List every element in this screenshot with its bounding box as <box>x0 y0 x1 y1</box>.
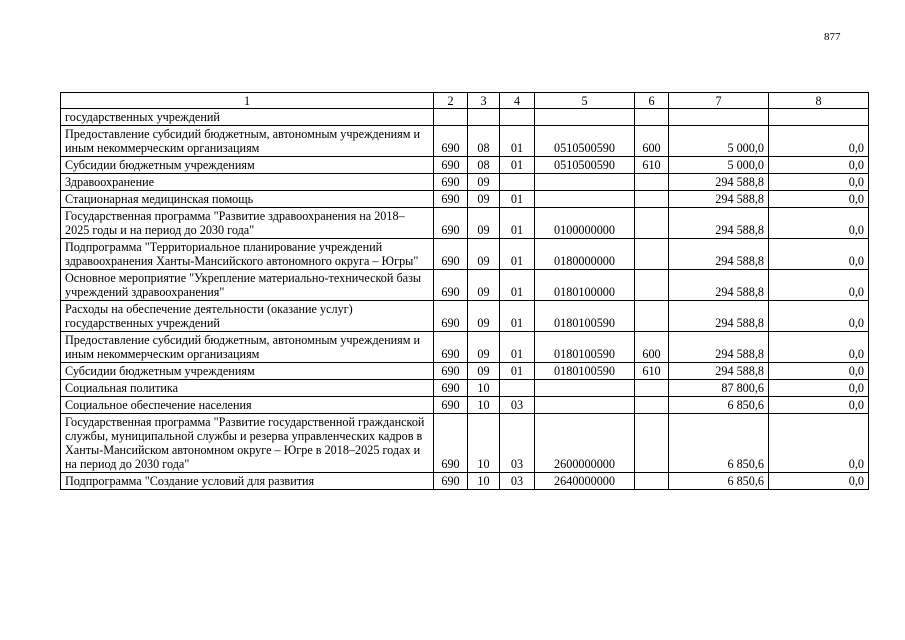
column-header: 2 <box>434 93 468 109</box>
cell-admin-code: 690 <box>434 174 468 191</box>
cell-amount: 6 850,6 <box>669 414 769 473</box>
cell-amount: 6 850,6 <box>669 473 769 490</box>
header-row <box>61 93 869 109</box>
cell-target-article <box>535 397 635 414</box>
cell-expense-type <box>635 397 669 414</box>
cell-admin-code: 690 <box>434 208 468 239</box>
table-row <box>61 397 869 414</box>
cell-amount-2: 0,0 <box>769 397 869 414</box>
cell-expense-type: 610 <box>635 363 669 380</box>
cell-amount: 294 588,8 <box>669 239 769 270</box>
cell-target-article: 0100000000 <box>535 208 635 239</box>
cell-admin-code: 690 <box>434 191 468 208</box>
cell-target-article: 0510500590 <box>535 157 635 174</box>
cell-section: 09 <box>468 208 500 239</box>
cell-target-article: 2640000000 <box>535 473 635 490</box>
cell-admin-code: 690 <box>434 270 468 301</box>
budget-table <box>60 92 869 490</box>
cell-name: Субсидии бюджетным учреждениям <box>61 157 434 174</box>
cell-amount-2: 0,0 <box>769 380 869 397</box>
cell-section: 09 <box>468 191 500 208</box>
cell-amount-2: 0,0 <box>769 208 869 239</box>
table-row <box>61 239 869 270</box>
cell-amount: 294 588,8 <box>669 332 769 363</box>
cell-admin-code: 690 <box>434 397 468 414</box>
cell-section: 08 <box>468 157 500 174</box>
cell-amount-2: 0,0 <box>769 363 869 380</box>
cell-subsection: 01 <box>500 239 535 270</box>
cell-admin-code: 690 <box>434 363 468 380</box>
cell-subsection: 01 <box>500 208 535 239</box>
cell-expense-type <box>635 208 669 239</box>
cell-expense-type <box>635 109 669 126</box>
cell-target-article <box>535 380 635 397</box>
table-row <box>61 174 869 191</box>
table-row <box>61 126 869 157</box>
cell-amount-2 <box>769 109 869 126</box>
column-header: 7 <box>669 93 769 109</box>
table-row <box>61 109 869 126</box>
cell-expense-type: 610 <box>635 157 669 174</box>
cell-amount-2: 0,0 <box>769 174 869 191</box>
cell-name: Подпрограмма "Территориальное планирование учреждений здравоохранения Ханты-Мансийского автономного округа – Югры" <box>61 239 434 270</box>
table-row <box>61 380 869 397</box>
column-header: 6 <box>635 93 669 109</box>
cell-section: 10 <box>468 380 500 397</box>
cell-amount-2: 0,0 <box>769 301 869 332</box>
cell-amount-2: 0,0 <box>769 126 869 157</box>
cell-amount: 87 800,6 <box>669 380 769 397</box>
table-row <box>61 473 869 490</box>
cell-amount: 294 588,8 <box>669 191 769 208</box>
cell-target-article: 2600000000 <box>535 414 635 473</box>
cell-section: 09 <box>468 363 500 380</box>
cell-name: Подпрограмма "Создание условий для развития <box>61 473 434 490</box>
column-header: 8 <box>769 93 869 109</box>
table-row <box>61 157 869 174</box>
cell-amount-2: 0,0 <box>769 414 869 473</box>
cell-subsection: 03 <box>500 473 535 490</box>
cell-expense-type <box>635 239 669 270</box>
column-header: 5 <box>535 93 635 109</box>
cell-expense-type: 600 <box>635 126 669 157</box>
cell-target-article: 0180100000 <box>535 270 635 301</box>
cell-expense-type <box>635 301 669 332</box>
table-row <box>61 191 869 208</box>
cell-amount-2: 0,0 <box>769 473 869 490</box>
cell-name: Социальное обеспечение населения <box>61 397 434 414</box>
cell-name: Стационарная медицинская помощь <box>61 191 434 208</box>
cell-expense-type <box>635 174 669 191</box>
cell-admin-code <box>434 109 468 126</box>
cell-amount: 294 588,8 <box>669 174 769 191</box>
column-header: 3 <box>468 93 500 109</box>
cell-amount <box>669 109 769 126</box>
cell-name: Здравоохранение <box>61 174 434 191</box>
cell-section: 09 <box>468 301 500 332</box>
cell-admin-code: 690 <box>434 380 468 397</box>
cell-amount-2: 0,0 <box>769 157 869 174</box>
cell-section: 09 <box>468 270 500 301</box>
cell-section: 10 <box>468 414 500 473</box>
cell-section: 10 <box>468 397 500 414</box>
cell-name: государственных учреждений <box>61 109 434 126</box>
cell-expense-type <box>635 270 669 301</box>
cell-target-article: 0180000000 <box>535 239 635 270</box>
cell-subsection <box>500 380 535 397</box>
cell-expense-type <box>635 191 669 208</box>
cell-subsection: 01 <box>500 270 535 301</box>
column-header: 4 <box>500 93 535 109</box>
table-row <box>61 363 869 380</box>
cell-subsection: 01 <box>500 363 535 380</box>
cell-subsection: 03 <box>500 397 535 414</box>
cell-section: 08 <box>468 126 500 157</box>
cell-target-article: 0510500590 <box>535 126 635 157</box>
cell-subsection <box>500 174 535 191</box>
cell-target-article <box>535 191 635 208</box>
cell-name: Предоставление субсидий бюджетным, автономным учреждениям и иным некоммерческим организациям <box>61 126 434 157</box>
cell-target-article <box>535 174 635 191</box>
cell-admin-code: 690 <box>434 126 468 157</box>
cell-amount-2: 0,0 <box>769 270 869 301</box>
cell-expense-type <box>635 380 669 397</box>
cell-target-article: 0180100590 <box>535 301 635 332</box>
cell-admin-code: 690 <box>434 239 468 270</box>
cell-section: 09 <box>468 174 500 191</box>
cell-subsection: 01 <box>500 332 535 363</box>
cell-admin-code: 690 <box>434 473 468 490</box>
page-number: 877 <box>824 31 841 43</box>
cell-amount: 5 000,0 <box>669 157 769 174</box>
table-row <box>61 414 869 473</box>
cell-name: Социальная политика <box>61 380 434 397</box>
cell-subsection: 01 <box>500 157 535 174</box>
cell-target-article: 0180100590 <box>535 332 635 363</box>
cell-section <box>468 109 500 126</box>
cell-section: 09 <box>468 239 500 270</box>
cell-target-article <box>535 109 635 126</box>
cell-section: 10 <box>468 473 500 490</box>
cell-admin-code: 690 <box>434 157 468 174</box>
cell-amount: 294 588,8 <box>669 301 769 332</box>
table-row <box>61 332 869 363</box>
cell-amount: 294 588,8 <box>669 270 769 301</box>
cell-name: Государственная программа "Развитие государственной гражданской службы, муниципальной службы и резерва управленческих кадров в Ханты-Мансийском автономном округе – Югре в 2018–2025 годах и на период до 2030 года" <box>61 414 434 473</box>
table-row <box>61 301 869 332</box>
cell-amount-2: 0,0 <box>769 191 869 208</box>
cell-subsection: 01 <box>500 126 535 157</box>
table-body <box>61 109 869 490</box>
cell-section: 09 <box>468 332 500 363</box>
cell-expense-type: 600 <box>635 332 669 363</box>
cell-amount: 5 000,0 <box>669 126 769 157</box>
cell-amount: 294 588,8 <box>669 363 769 380</box>
cell-admin-code: 690 <box>434 332 468 363</box>
cell-name: Основное мероприятие "Укрепление материально-технической базы учреждений здравоохранения" <box>61 270 434 301</box>
cell-name: Субсидии бюджетным учреждениям <box>61 363 434 380</box>
cell-name: Государственная программа "Развитие здравоохранения на 2018–2025 годы и на период до 2030 года" <box>61 208 434 239</box>
cell-amount-2: 0,0 <box>769 332 869 363</box>
cell-admin-code: 690 <box>434 414 468 473</box>
cell-admin-code: 690 <box>434 301 468 332</box>
cell-subsection <box>500 109 535 126</box>
cell-amount-2: 0,0 <box>769 239 869 270</box>
cell-expense-type <box>635 473 669 490</box>
column-header: 1 <box>61 93 434 109</box>
cell-subsection: 01 <box>500 301 535 332</box>
cell-target-article: 0180100590 <box>535 363 635 380</box>
table-row <box>61 270 869 301</box>
cell-name: Расходы на обеспечение деятельности (оказание услуг) государственных учреждений <box>61 301 434 332</box>
table-row <box>61 208 869 239</box>
cell-amount: 6 850,6 <box>669 397 769 414</box>
cell-expense-type <box>635 414 669 473</box>
cell-subsection: 01 <box>500 191 535 208</box>
cell-amount: 294 588,8 <box>669 208 769 239</box>
cell-subsection: 03 <box>500 414 535 473</box>
cell-name: Предоставление субсидий бюджетным, автономным учреждениям и иным некоммерческим организациям <box>61 332 434 363</box>
